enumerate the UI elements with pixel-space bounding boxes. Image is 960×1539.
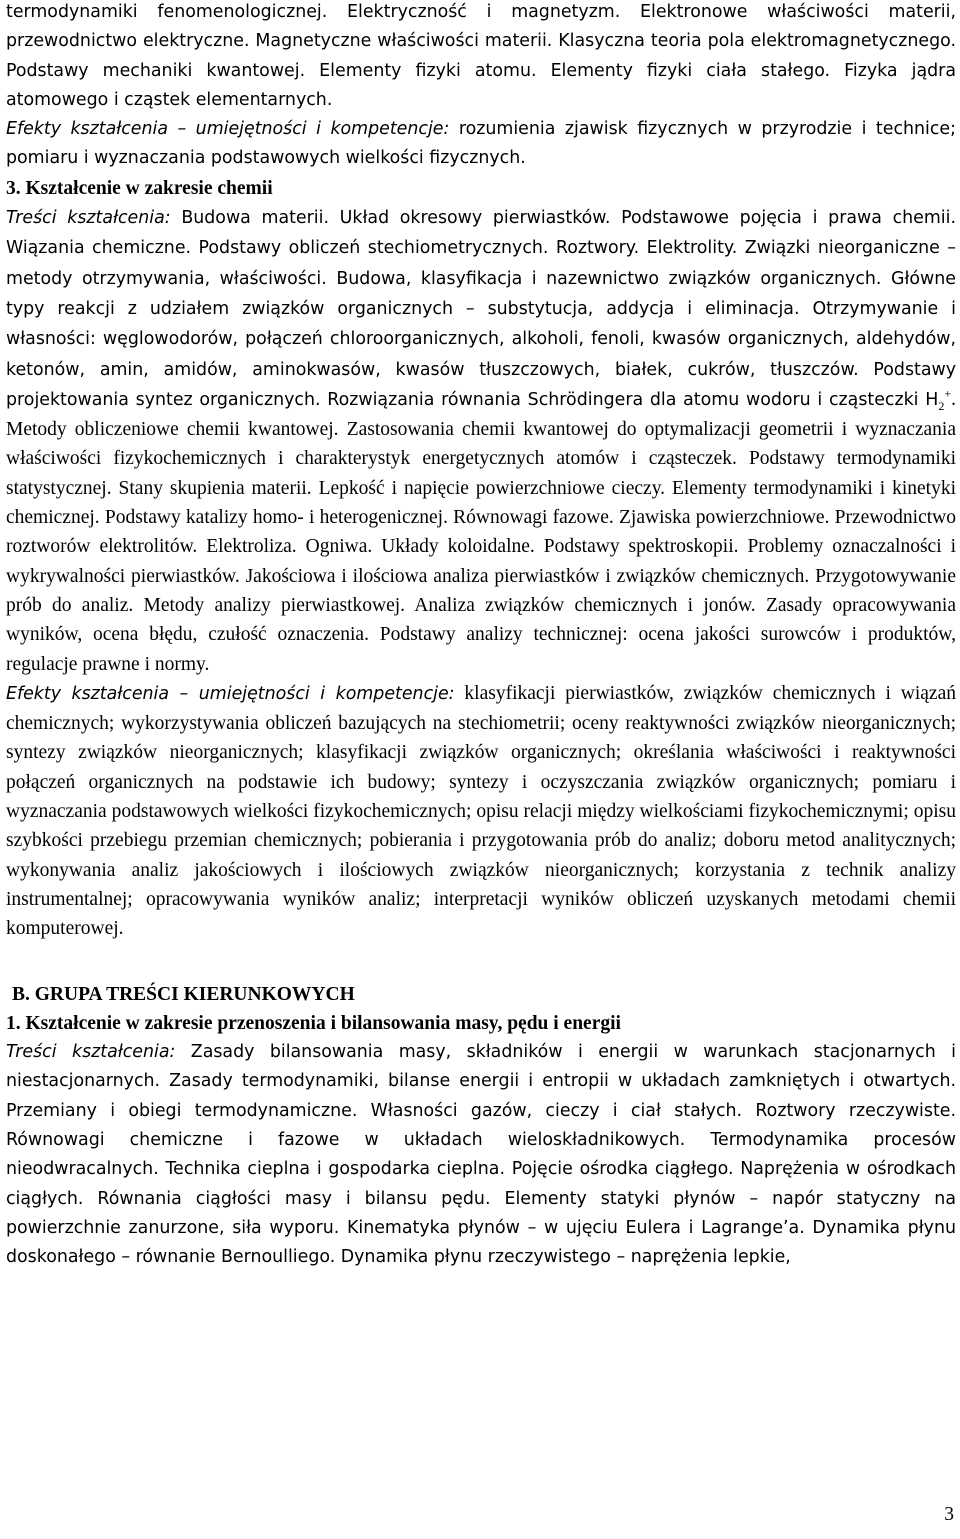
paragraph-physics-outcomes bbox=[6, 115, 956, 174]
outcomes-label: Efekty kształcenia – umiejętności i kompetencje: bbox=[6, 683, 455, 704]
paragraph-chemistry-content bbox=[6, 203, 956, 679]
section-heading-b: B. GRUPA TREŚCI KIERUNKOWYCH bbox=[12, 983, 355, 1005]
content-text-a: Budowa materii. Układ okresowy pierwiastków. Podstawowe pojęcia i prawa chemii. Wiązania chemiczne. Podstawy obliczeń stechiometrycznych. Roztwory. Elektrolity. Związki nieorganiczne – metody otrzymywania, właściwości. Budowa, klasyfikacja i nazewnictwo związków organicznych. Główne typy reakcji z udziałem związków organicznych – substytucja, addycja i eliminacja. Otrzymywanie i własności: węglowodorów, połączeń chloroorganicznych, alkoholi, fenoli, kwasów organicznych, aldehydów, ketonów, amin, amidów, aminokwasów, kwasów tłuszczowych, białek, cukrów, tłuszczów. Podstawy projektowania syntez organicznych. Rozwiązania równania Schrödingera dla atomu wodoru i cząsteczki H bbox=[6, 208, 956, 410]
content-label: Treści kształcenia: bbox=[6, 208, 171, 229]
outcomes-label: Efekty kształcenia – umiejętności i kompetencje: bbox=[6, 119, 450, 140]
outcomes-text: rozumienia zjawisk fizycznych w przyrodzie i technice; pomiaru i wyznaczania podstawowych wielkości fizycznych. bbox=[6, 119, 956, 169]
content-text: Zasady bilansowania masy, składników i energii w warunkach stacjonarnych i niestacjonarnych. Zasady termodynamiki, bilanse energii i entropii w układach zamkniętych i otwartych. Przemiany i obiegi termodynamiczne. Własności gazów, cieczy i ciał stałych. Roztwory rzeczywiste. Równowagi chemiczne i fazowe w układach wieloskładnikowych. Termodynamika procesów nieodwracalnych. Technika cieplna i gospodarka cieplna. Pojęcie ośrodka ciągłego. Naprężenia w ośrodkach ciągłych. Równania ciągłości masy i bilansu pędu. Elementy statyki płynów – napór statyczny na powierzchnie zanurzone, siła wyporu. Kinematyka płynów – w ujęciu Eulera i Lagrange’a. Dynamika płynu doskonałego – równanie Bernoulliego. Dynamika płynu rzeczywistego – naprężenia lepkie, bbox=[6, 1042, 956, 1268]
content-label: Treści kształcenia: bbox=[6, 1042, 176, 1063]
section-heading-chemistry: 3. Kształcenie w zakresie chemii bbox=[6, 177, 273, 199]
spacer bbox=[6, 944, 956, 980]
paragraph-transport-content bbox=[6, 1038, 956, 1272]
superscript: + bbox=[944, 386, 952, 401]
section-heading-transport: 1. Kształcenie w zakresie przenoszenia i bilansowania masy, pędu i energii bbox=[6, 1012, 621, 1034]
page-number: 3 bbox=[944, 1504, 954, 1525]
paragraph-chemistry-outcomes bbox=[6, 679, 956, 944]
subscript: 2 bbox=[938, 398, 945, 413]
outcomes-text: klasyfikacji pierwiastków, związków chemicznych i wiązań chemicznych; wykorzystywania obliczeń bazujących na stechiometrii; oceny reaktywności związków nieorganicznych; syntezy związków nieorganicznych; klasyfikacji związków organicznych; określania właściwości i reaktywności połączeń organicznych na podstawie ich budowy; syntezy i oczyszczania związków organicznych; pomiaru i wyznaczania podstawowych wielkości fizykochemicznych; opisu relacji między wielkościami fizykochemicznymi; opisu szybkości przebiegu przemian chemicznych; pobierania i przygotowania prób do analiz; doboru metod analitycznych; wykonywania analiz jakościowych i ilościowych związków nieorganicznych; korzystania z technik analizy instrumentalnej; opracowywania wyników analiz; interpretacji wyników obliczeń uzyskanych metodami chemii komputerowej. bbox=[6, 682, 956, 940]
content-text-b: . Metody obliczeniowe chemii kwantowej. Zastosowania chemii kwantowej do optymalizacji geometrii i wyznaczania właściwości fizykochemicznych i charakterystyk energetycznych atomów i cząsteczek. Podstawy termodynamiki statystycznej. Stany skupienia materii. Lepkość i napięcie powierzchniowe cieczy. Elementy termodynamiki i kinetyki chemicznej. Podstawy katalizy homo- i heterogenicznej. Równowagi fazowe. Zjawiska powierzchniowe. Przewodnictwo roztworów elektrolitów. Elektroliza. Ogniwa. Układy koloidalne. Podstawy spektroskopii. Problemy oznaczalności i wykrywalności pierwiastków. Jakościowa i ilościowa analiza pierwiastków i związków chemicznych. Przygotowywanie prób do analiz. Metody analizy pierwiastkowej. Analiza związków chemicznych i jonów. Zasady opracowywania wyników, ocena błędu, czułość oznaczenia. Podstawy analizy technicznej: ocena jakości surowców i produktów, regulacje prawne i normy. bbox=[6, 388, 956, 675]
document-page bbox=[6, 0, 956, 1272]
paragraph-physics-content: termodynamiki fenomenologicznej. Elektryczność i magnetyzm. Elektronowe właściwości materii, przewodnictwo elektryczne. Magnetyczne właściwości materii. Klasyczna teoria pola elektromagnetycznego. Podstawy mechaniki kwantowej. Elementy fizyki atomu. Elementy fizyki ciała stałego. Fizyka jądra atomowego i cząstek elementarnych. bbox=[6, 2, 956, 110]
